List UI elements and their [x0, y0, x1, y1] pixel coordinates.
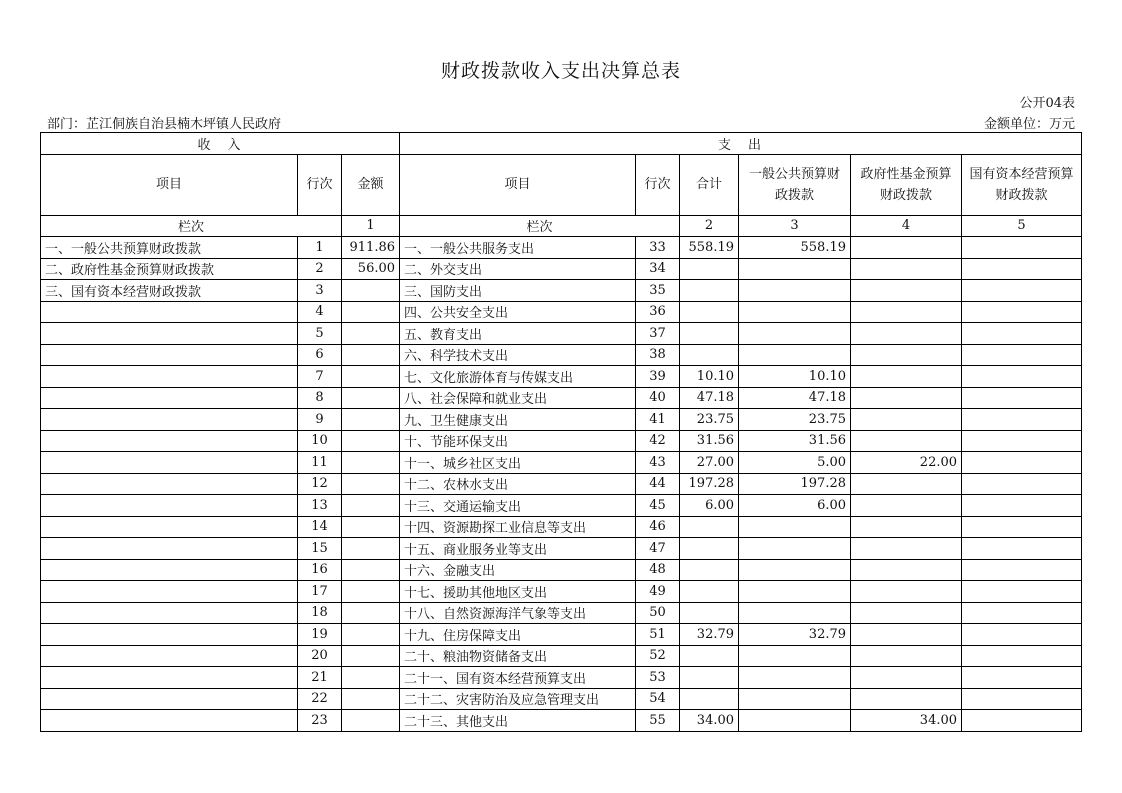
- table-row: [41, 409, 1082, 431]
- total-cell: [680, 344, 739, 366]
- gov-fund-cell: [851, 559, 962, 581]
- income-row-no-cell: 21: [298, 667, 342, 689]
- state-capital-cell: [962, 366, 1082, 388]
- income-item-cell: [41, 645, 298, 667]
- income-row-no-cell: 8: [298, 387, 342, 409]
- state-capital-cell: [962, 387, 1082, 409]
- income-row-no-cell: 7: [298, 366, 342, 388]
- gov-fund-cell: [851, 409, 962, 431]
- state-capital-cell: [962, 301, 1082, 323]
- general-budget-cell: 5.00: [739, 452, 851, 474]
- table-row: [41, 452, 1082, 474]
- income-amount-cell: [342, 344, 400, 366]
- expense-item-cell: 九、卫生健康支出: [400, 409, 636, 431]
- income-item-cell: [41, 559, 298, 581]
- total-cell: [680, 280, 739, 302]
- general-budget-cell: [739, 323, 851, 345]
- expense-row-no-cell: 45: [636, 495, 680, 517]
- gov-fund-cell: [851, 344, 962, 366]
- expense-item-cell: 十八、自然资源海洋气象等支出: [400, 602, 636, 624]
- income-row-no-cell: 3: [298, 280, 342, 302]
- income-amount-cell: [342, 387, 400, 409]
- general-budget-cell: [739, 516, 851, 538]
- capital-col-no: 5: [962, 215, 1082, 237]
- state-capital-cell: [962, 645, 1082, 667]
- form-number: 公开04表: [1019, 96, 1075, 111]
- income-row-no-cell: 23: [298, 710, 342, 732]
- income-amount-header: 金额: [342, 154, 400, 215]
- table-row: [41, 624, 1082, 646]
- table-row: [41, 258, 1082, 280]
- total-cell: 23.75: [680, 409, 739, 431]
- income-row-no-cell: 15: [298, 538, 342, 560]
- total-cell: [680, 258, 739, 280]
- fund-col-no: 4: [851, 215, 962, 237]
- income-amount-cell: [342, 581, 400, 603]
- budget-table: [40, 132, 1082, 732]
- income-amount-cell: [342, 602, 400, 624]
- gov-fund-cell: 22.00: [851, 452, 962, 474]
- total-cell: [680, 559, 739, 581]
- income-item-cell: [41, 710, 298, 732]
- general-budget-cell: [739, 559, 851, 581]
- income-row-no-cell: 1: [298, 237, 342, 259]
- table-row: [41, 344, 1082, 366]
- income-row-no-cell: 13: [298, 495, 342, 517]
- expense-header: 支 出: [400, 133, 1082, 155]
- gov-fund-cell: [851, 538, 962, 560]
- expense-row-no-cell: 50: [636, 602, 680, 624]
- expense-row-no-cell: 42: [636, 430, 680, 452]
- expense-item-cell: 六、科学技术支出: [400, 344, 636, 366]
- expense-row-no-cell: 49: [636, 581, 680, 603]
- total-cell: 558.19: [680, 237, 739, 259]
- expense-item-cell: 五、教育支出: [400, 323, 636, 345]
- total-cell: 34.00: [680, 710, 739, 732]
- table-row: [41, 430, 1082, 452]
- total-cell: [680, 301, 739, 323]
- state-capital-cell: [962, 495, 1082, 517]
- income-item-cell: [41, 602, 298, 624]
- income-item-cell: [41, 473, 298, 495]
- state-capital-cell: [962, 581, 1082, 603]
- income-amount-cell: [342, 301, 400, 323]
- income-row-no-cell: 17: [298, 581, 342, 603]
- expense-row-no-cell: 43: [636, 452, 680, 474]
- income-item-cell: [41, 366, 298, 388]
- table-row: [41, 710, 1082, 732]
- table-row: [41, 323, 1082, 345]
- income-item-cell: [41, 538, 298, 560]
- gov-fund-cell: [851, 430, 962, 452]
- expense-row-no-cell: 41: [636, 409, 680, 431]
- expense-item-cell: 十六、金融支出: [400, 559, 636, 581]
- income-item-cell: [41, 344, 298, 366]
- table-row: [41, 645, 1082, 667]
- gov-fund-cell: [851, 516, 962, 538]
- income-amount-cell: 56.00: [342, 258, 400, 280]
- gov-fund-cell: [851, 323, 962, 345]
- table-row: [41, 581, 1082, 603]
- expense-item-cell: 十一、城乡社区支出: [400, 452, 636, 474]
- general-budget-cell: [739, 538, 851, 560]
- income-row-no-cell: 14: [298, 516, 342, 538]
- income-amount-cell: [342, 280, 400, 302]
- gov-fund-cell: [851, 688, 962, 710]
- general-budget-cell: [739, 258, 851, 280]
- state-capital-header: 国有资本经营预算财政拨款: [962, 154, 1082, 215]
- department-label: 部门：芷江侗族自治县楠木坪镇人民政府: [47, 117, 282, 132]
- gov-fund-cell: [851, 495, 962, 517]
- income-row-no-cell: 19: [298, 624, 342, 646]
- expense-item-cell: 二、外交支出: [400, 258, 636, 280]
- expense-item-cell: 十四、资源勘探工业信息等支出: [400, 516, 636, 538]
- expense-row-no-cell: 40: [636, 387, 680, 409]
- gov-fund-cell: [851, 258, 962, 280]
- income-item-cell: [41, 581, 298, 603]
- expense-item-cell: 一、一般公共服务支出: [400, 237, 636, 259]
- general-budget-cell: 10.10: [739, 366, 851, 388]
- income-amount-cell: [342, 667, 400, 689]
- general-budget-cell: 47.18: [739, 387, 851, 409]
- state-capital-cell: [962, 430, 1082, 452]
- general-budget-cell: 23.75: [739, 409, 851, 431]
- income-amount-cell: [342, 538, 400, 560]
- general-budget-cell: [739, 667, 851, 689]
- income-row-no-cell: 9: [298, 409, 342, 431]
- expense-row-no-cell: 46: [636, 516, 680, 538]
- state-capital-cell: [962, 667, 1082, 689]
- total-cell: [680, 602, 739, 624]
- total-cell: [680, 538, 739, 560]
- expense-row-no-cell: 34: [636, 258, 680, 280]
- income-row-no-cell: 18: [298, 602, 342, 624]
- table-row: [41, 538, 1082, 560]
- expense-row-no-cell: 35: [636, 280, 680, 302]
- expense-row-no-cell: 37: [636, 323, 680, 345]
- income-item-cell: [41, 430, 298, 452]
- income-item-cell: [41, 323, 298, 345]
- total-cell: 6.00: [680, 495, 739, 517]
- state-capital-cell: [962, 323, 1082, 345]
- expense-row-no-cell: 48: [636, 559, 680, 581]
- page-title: 财政拨款收入支出决算总表: [440, 60, 681, 82]
- income-item-header: 项目: [41, 154, 298, 215]
- general-budget-cell: 31.56: [739, 430, 851, 452]
- general-budget-cell: [739, 602, 851, 624]
- table-row: [41, 237, 1082, 259]
- expense-item-cell: 十九、住房保障支出: [400, 624, 636, 646]
- income-row-no-header: 行次: [298, 154, 342, 215]
- income-amount-cell: [342, 366, 400, 388]
- section-header-row: [41, 133, 1082, 155]
- expense-row-no-header: 行次: [636, 154, 680, 215]
- income-amount-cell: [342, 409, 400, 431]
- gov-fund-cell: [851, 366, 962, 388]
- table-row: [41, 301, 1082, 323]
- table-row: [41, 516, 1082, 538]
- general-budget-cell: 32.79: [739, 624, 851, 646]
- expense-row-no-cell: 51: [636, 624, 680, 646]
- expense-item-cell: 三、国防支出: [400, 280, 636, 302]
- income-amount-cell: [342, 430, 400, 452]
- income-amount-cell: [342, 452, 400, 474]
- table-row: [41, 366, 1082, 388]
- state-capital-cell: [962, 710, 1082, 732]
- total-cell: [680, 645, 739, 667]
- state-capital-cell: [962, 688, 1082, 710]
- income-item-cell: [41, 301, 298, 323]
- gov-fund-cell: 34.00: [851, 710, 962, 732]
- general-budget-cell: [739, 710, 851, 732]
- total-cell: [680, 688, 739, 710]
- table-row: [41, 387, 1082, 409]
- expense-row-no-cell: 47: [636, 538, 680, 560]
- general-budget-cell: [739, 301, 851, 323]
- expense-item-header: 项目: [400, 154, 636, 215]
- table-row: [41, 473, 1082, 495]
- state-capital-cell: [962, 602, 1082, 624]
- state-capital-cell: [962, 516, 1082, 538]
- state-capital-cell: [962, 280, 1082, 302]
- expense-row-no-cell: 39: [636, 366, 680, 388]
- income-amount-cell: [342, 495, 400, 517]
- expense-column-label: 栏次: [400, 215, 680, 237]
- gov-fund-cell: [851, 473, 962, 495]
- gov-fund-cell: [851, 602, 962, 624]
- income-amount-cell: [342, 559, 400, 581]
- gov-fund-cell: [851, 667, 962, 689]
- general-budget-cell: [739, 581, 851, 603]
- total-cell: 197.28: [680, 473, 739, 495]
- expense-row-no-cell: 38: [636, 344, 680, 366]
- expense-row-no-cell: 53: [636, 667, 680, 689]
- expense-item-cell: 二十一、国有资本经营预算支出: [400, 667, 636, 689]
- income-item-cell: [41, 409, 298, 431]
- total-cell: [680, 323, 739, 345]
- total-col-no: 2: [680, 215, 739, 237]
- general-budget-cell: [739, 688, 851, 710]
- income-item-cell: 一、一般公共预算财政拨款: [41, 237, 298, 259]
- general-col-no: 3: [739, 215, 851, 237]
- state-capital-cell: [962, 624, 1082, 646]
- gov-fund-cell: [851, 624, 962, 646]
- total-cell: [680, 516, 739, 538]
- income-amount-cell: [342, 473, 400, 495]
- income-amount-cell: [342, 710, 400, 732]
- expense-row-no-cell: 44: [636, 473, 680, 495]
- gov-fund-cell: [851, 387, 962, 409]
- income-row-no-cell: 4: [298, 301, 342, 323]
- general-budget-cell: 6.00: [739, 495, 851, 517]
- expense-row-no-cell: 33: [636, 237, 680, 259]
- income-row-no-cell: 5: [298, 323, 342, 345]
- expense-row-no-cell: 52: [636, 645, 680, 667]
- income-item-cell: [41, 624, 298, 646]
- total-cell: 27.00: [680, 452, 739, 474]
- income-amount-cell: [342, 323, 400, 345]
- income-item-cell: 二、政府性基金预算财政拨款: [41, 258, 298, 280]
- total-cell: 10.10: [680, 366, 739, 388]
- expense-item-cell: 十七、援助其他地区支出: [400, 581, 636, 603]
- income-amount-cell: 911.86: [342, 237, 400, 259]
- income-item-cell: [41, 495, 298, 517]
- state-capital-cell: [962, 538, 1082, 560]
- gov-fund-cell: [851, 237, 962, 259]
- state-capital-cell: [962, 237, 1082, 259]
- income-amount-col-no: 1: [342, 215, 400, 237]
- unit-label: 金额单位：万元: [983, 117, 1075, 132]
- total-cell: 32.79: [680, 624, 739, 646]
- income-header: 收 入: [41, 133, 400, 155]
- column-index-row: [41, 215, 1082, 237]
- table-row: [41, 602, 1082, 624]
- expense-item-cell: 四、公共安全支出: [400, 301, 636, 323]
- income-row-no-cell: 10: [298, 430, 342, 452]
- income-row-no-cell: 6: [298, 344, 342, 366]
- state-capital-cell: [962, 559, 1082, 581]
- expense-item-cell: 十三、交通运输支出: [400, 495, 636, 517]
- table-row: [41, 559, 1082, 581]
- income-item-cell: [41, 387, 298, 409]
- table-row: [41, 495, 1082, 517]
- expense-item-cell: 十、节能环保支出: [400, 430, 636, 452]
- state-capital-cell: [962, 258, 1082, 280]
- income-column-label: 栏次: [41, 215, 342, 237]
- expense-row-no-cell: 55: [636, 710, 680, 732]
- table-row: [41, 280, 1082, 302]
- expense-item-cell: 二十三、其他支出: [400, 710, 636, 732]
- income-item-cell: 三、国有资本经营财政拨款: [41, 280, 298, 302]
- total-cell: 31.56: [680, 430, 739, 452]
- income-item-cell: [41, 688, 298, 710]
- table-row: [41, 688, 1082, 710]
- total-header: 合计: [680, 154, 739, 215]
- general-budget-cell: [739, 344, 851, 366]
- income-row-no-cell: 22: [298, 688, 342, 710]
- expense-item-cell: 七、文化旅游体育与传媒支出: [400, 366, 636, 388]
- expense-row-no-cell: 54: [636, 688, 680, 710]
- total-cell: 47.18: [680, 387, 739, 409]
- income-amount-cell: [342, 688, 400, 710]
- income-amount-cell: [342, 645, 400, 667]
- state-capital-cell: [962, 344, 1082, 366]
- expense-row-no-cell: 36: [636, 301, 680, 323]
- expense-item-cell: 二十、粮油物资储备支出: [400, 645, 636, 667]
- general-budget-cell: [739, 645, 851, 667]
- general-budget-cell: 197.28: [739, 473, 851, 495]
- expense-item-cell: 十二、农林水支出: [400, 473, 636, 495]
- total-cell: [680, 667, 739, 689]
- table-row: [41, 667, 1082, 689]
- income-amount-cell: [342, 624, 400, 646]
- income-row-no-cell: 12: [298, 473, 342, 495]
- general-budget-cell: 558.19: [739, 237, 851, 259]
- expense-item-cell: 八、社会保障和就业支出: [400, 387, 636, 409]
- state-capital-cell: [962, 452, 1082, 474]
- income-item-cell: [41, 516, 298, 538]
- income-item-cell: [41, 667, 298, 689]
- general-budget-cell: [739, 280, 851, 302]
- expense-item-cell: 二十二、灾害防治及应急管理支出: [400, 688, 636, 710]
- income-row-no-cell: 20: [298, 645, 342, 667]
- state-capital-cell: [962, 409, 1082, 431]
- income-row-no-cell: 16: [298, 559, 342, 581]
- income-row-no-cell: 11: [298, 452, 342, 474]
- income-amount-cell: [342, 516, 400, 538]
- gov-fund-cell: [851, 581, 962, 603]
- general-budget-header: 一般公共预算财政拨款: [739, 154, 851, 215]
- total-cell: [680, 581, 739, 603]
- income-item-cell: [41, 452, 298, 474]
- gov-fund-header: 政府性基金预算财政拨款: [851, 154, 962, 215]
- gov-fund-cell: [851, 280, 962, 302]
- income-row-no-cell: 2: [298, 258, 342, 280]
- state-capital-cell: [962, 473, 1082, 495]
- gov-fund-cell: [851, 301, 962, 323]
- expense-item-cell: 十五、商业服务业等支出: [400, 538, 636, 560]
- gov-fund-cell: [851, 645, 962, 667]
- column-header-row: [41, 154, 1082, 215]
